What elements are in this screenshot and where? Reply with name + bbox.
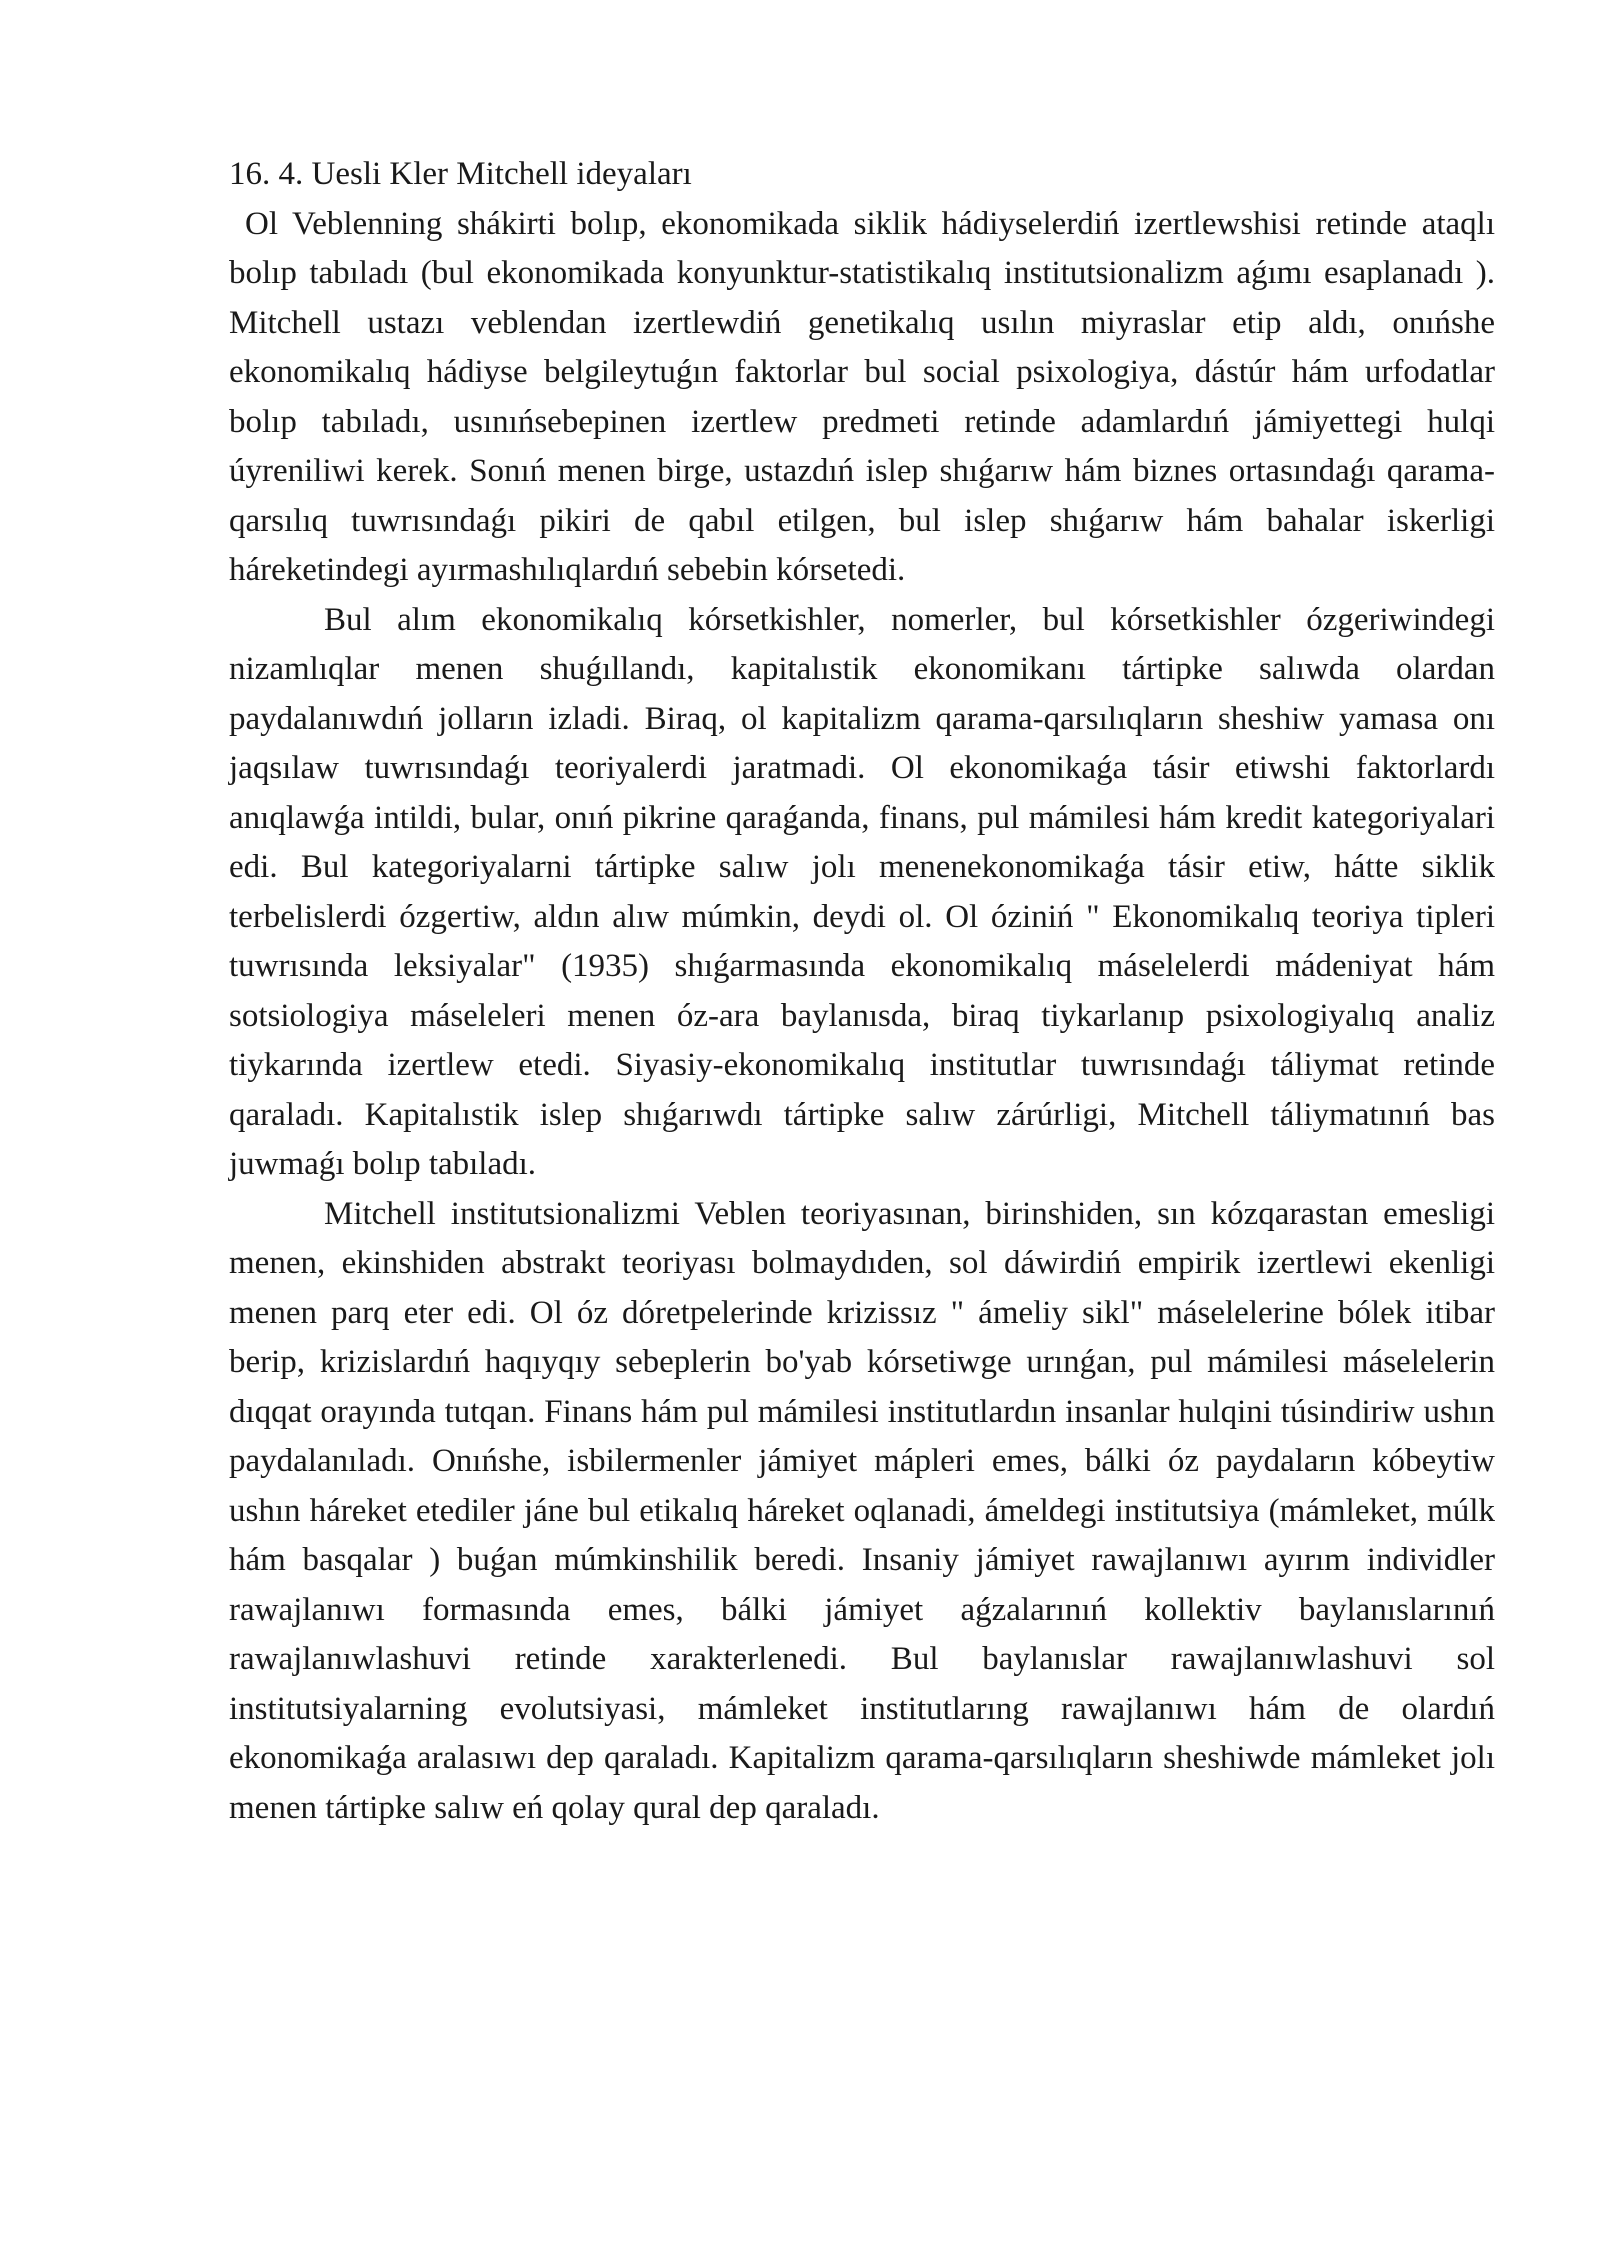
paragraph-1: Ol Veblenning shákirti bolıp, ekonomikada siklik hádiyselerdiń izertlewshisi retinde ataqlı bolıp tabıladı (bul ekonomikada konyunktur-statistikalıq institutsionalizm aǵımı esaplanadı ). Mitchell ustazı veblendan izertlewdiń genetikalıq usılın miyraslar etip aldı, onıńshe ekonomikalıq hádiyse belgileytuǵın faktorlar bul social psixologiya, dástúr hám urfodatlar bolıp tabıladı, usınıńsebepinen izertlew predmeti retinde adamlardıń jámiyettegi hulqi úyreniliwi kerek. Sonıń menen birge, ustazdıń islep shıǵarıw hám biznes ortasındaǵı qarama-qarsılıq tuwrısındaǵı pikiri de qabıl etilgen, bul islep shıǵarıw hám bahalar iskerligi háreketindegi ayırmashılıqlardıń sebebin kórsetedi. [229,205,1495,588]
document-page [229,150,1495,1833]
paragraph-3: Mitchell institutsionalizmi Veblen teoriyasınan, birinshiden, sın kózqarastan emesligi menen, ekinshiden abstrakt teoriyası bolmaydıden, sol dáwirdiń empirik izertlewi ekenligi menen parq eter edi. Ol óz dóretpelerinde krizissız " ámeliy sikl" máselelerine bólek itibar berip, krizislardıń haqıyqıy sebeplerin bo'yab kórsetiwge urınǵan, pul mámilesi máselelerin dıqqat orayında tutqan. Finans hám pul mámilesi institutlardın insanlar hulqini túsindiriw ushın paydalanıladı. Onıńshe, isbilermenler jámiyet mápleri emes, bálki óz paydaların kóbeytiw ushın háreket etediler jáne bul etikalıq háreket oqlanadi, ámeldegi institutsiya (mámleket, múlk hám basqalar ) buǵan múmkinshilik beredi. Insaniy jámiyet rawajlanıwı ayırım individler rawajlanıwı formasında emes, bálki jámiyet aǵzalarınıń kollektiv baylanıslarınıń rawajlanıwlashuvi retinde xarakterlenedi. Bul baylanıslar rawajlanıwlashuvi sol institutsiyalarning evolutsiyasi, mámleket institutlarıng rawajlanıwı hám de olardıń ekonomikaǵa aralasıwı dep qaraladı. Kapitalizm qarama-qarsılıqların sheshiwde mámleket jolı menen tártipke salıw eń qolay qural dep qaraladı. [229,1195,1495,1826]
section-heading: 16. 4. Uesli Kler Mitchell ideyaları [229,156,692,192]
paragraph-2: Bul alım ekonomikalıq kórsetkishler, nomerler, bul kórsetkishler ózgeriwindegi nizamlıqlar menen shuǵıllandı, kapitalıstik ekonomikanı tártipke salıwda olardan paydalanıwdıń jolların izladi. Biraq, ol kapitalizm qarama-qarsılıqların sheshiw yamasa onı jaqsılaw tuwrısındaǵı teoriyalerdi jaratmadi. Ol ekonomikaǵa tásir etiwshi faktorlardı anıqlawǵa intildi, bular, onıń pikrine qaraǵanda, finans, pul mámilesi hám kredit kategoriyalari edi. Bul kategoriyalarni tártipke salıw jolı menenekonomikaǵa tásir etiw, hátte siklik terbelislerdi ózgertiw, aldın alıw múmkin, deydi ol. Ol óziniń " Ekonomikalıq teoriya tipleri tuwrısında leksiyalar" (1935) shıǵarmasında ekonomikalıq máselelerdi mádeniyat hám sotsiologiya máseleleri menen óz-ara baylanısda, biraq tiykarlanıp psixologiyalıq analiz tiykarında izertlew etedi. Siyasiy-ekonomikalıq institutlar tuwrısındaǵı táliymat retinde qaraladı. Kapitalıstik islep shıǵarıwdı tártipke salıw zárúrligi, Mitchell táliymatınıń bas juwmaǵı bolıp tabıladı. [229,601,1495,1182]
